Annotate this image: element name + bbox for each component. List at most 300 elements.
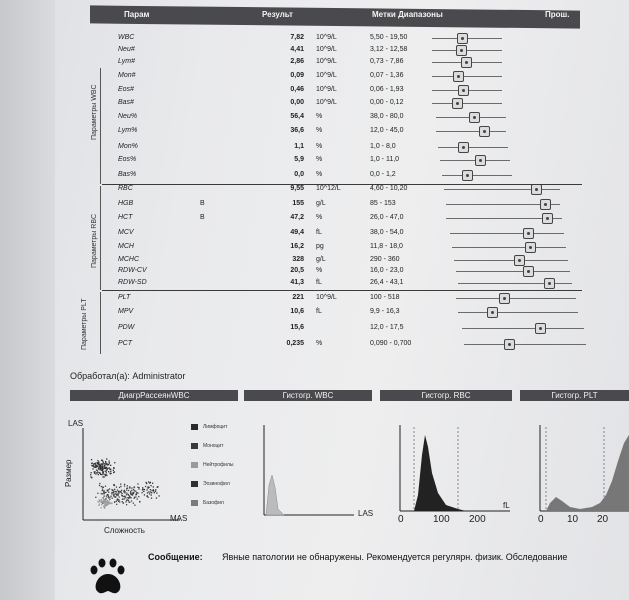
param-unit: %: [316, 156, 323, 163]
legend-label: Базофил: [203, 500, 224, 506]
scatter-point: [101, 504, 102, 505]
scatter-point: [114, 484, 115, 485]
param-name: MCH: [118, 243, 134, 250]
scatter-point: [119, 487, 120, 488]
param-name: HCT: [118, 214, 133, 221]
scatter-point: [131, 500, 132, 501]
scatter-point: [114, 462, 115, 463]
scatter-point: [136, 492, 137, 493]
scatter-point: [108, 460, 109, 461]
range-marker: [531, 184, 542, 195]
param-value: 15,6: [290, 324, 304, 331]
param-value: 328: [292, 256, 304, 263]
scatter-point: [137, 498, 138, 499]
scatter-point: [124, 485, 125, 486]
scatter-point: [94, 467, 95, 468]
message-text: Явные патологии не обнаружены. Рекомендуется регулярн. физик. Обследование: [222, 552, 568, 562]
scatter-point: [102, 490, 103, 491]
table-row: [0, 143, 629, 157]
scatter-point: [135, 491, 136, 492]
scatter-point: [101, 486, 102, 487]
scatter-point: [107, 494, 108, 495]
table-row: [0, 294, 629, 308]
param-value: 56,4: [290, 113, 304, 120]
scatter-point: [104, 495, 105, 496]
scatter-point: [99, 500, 100, 501]
param-unit: pg: [316, 243, 324, 250]
param-range: 38,0 - 54,0: [370, 229, 404, 236]
scatter-point: [155, 489, 156, 490]
param-range: 3,12 - 12,58: [370, 46, 408, 53]
scatter-point: [110, 469, 111, 470]
scatter-point: [116, 491, 117, 492]
range-marker: [540, 199, 551, 210]
param-unit: %: [316, 113, 323, 120]
scatter-point: [100, 474, 101, 475]
param-value: 47,2: [290, 214, 304, 221]
scatter-mas-label: MAS: [170, 514, 188, 523]
param-unit: %: [316, 171, 323, 178]
range-marker: [457, 33, 468, 44]
scatter-point: [95, 473, 96, 474]
param-unit: g/L: [316, 256, 326, 263]
hist-tick-label: 100: [433, 514, 450, 525]
param-value: 20,5: [290, 267, 304, 274]
scatter-point: [133, 489, 134, 490]
scatter-point: [144, 489, 145, 490]
range-scale-bar: [432, 76, 502, 77]
param-range: 0,0 - 1,2: [370, 171, 396, 178]
scatter-point: [99, 485, 100, 486]
scatter-point: [106, 501, 107, 502]
scatter-point: [157, 487, 158, 488]
param-range: 26,4 - 43,1: [370, 279, 404, 286]
range-scale-bar: [432, 103, 502, 104]
param-range: 12,0 - 45,0: [370, 127, 404, 134]
param-name: Neu%: [118, 113, 138, 120]
scatter-point: [128, 500, 129, 501]
range-scale-bar: [442, 175, 512, 176]
scatter-point: [127, 488, 128, 489]
scatter-las-label: LAS: [68, 419, 84, 428]
param-name: Lym#: [118, 58, 135, 65]
range-marker: [523, 228, 534, 239]
param-flag: В: [200, 214, 205, 221]
scatter-point: [145, 482, 146, 483]
scatter-point: [124, 496, 125, 497]
range-scale-bar: [456, 298, 576, 299]
group-label-plt: Параметры PLT: [81, 298, 88, 350]
param-value: 1,1: [294, 143, 304, 150]
legend-label: Моноцит: [203, 443, 224, 449]
table-row: [0, 340, 629, 354]
scatter-point: [150, 491, 151, 492]
param-value: 0,235: [286, 340, 304, 347]
scatter-point: [96, 472, 97, 473]
scatter-point: [129, 487, 130, 488]
param-name: MPV: [118, 308, 134, 315]
table-row: [0, 58, 629, 72]
scatter-point: [103, 490, 104, 491]
scatter-point: [110, 496, 111, 497]
range-marker: [458, 142, 469, 153]
range-scale-bar: [458, 283, 572, 284]
scatter-point: [98, 467, 99, 468]
range-marker: [462, 170, 473, 181]
scatter-point: [151, 497, 152, 498]
scatter-point: [106, 495, 107, 496]
scatter-point: [131, 490, 132, 491]
scatter-point: [108, 489, 109, 490]
scatter-point: [102, 460, 103, 461]
scatter-point: [99, 483, 100, 484]
param-name: RDW-CV: [118, 267, 147, 274]
scatter-point: [98, 463, 99, 464]
param-name: Neu#: [118, 46, 135, 53]
scatter-point: [103, 473, 104, 474]
scatter-point: [113, 467, 114, 468]
scatter-point: [116, 495, 117, 496]
scatter-point: [122, 499, 123, 500]
scatter-point: [101, 493, 102, 494]
scatter-point: [104, 507, 105, 508]
scatter-point: [116, 504, 117, 505]
scatter-point: [124, 490, 125, 491]
wbc-hist-xlabel: LAS: [358, 509, 374, 518]
scatter-point: [101, 500, 102, 501]
panel-title-wbc: Гистогр. WBC: [244, 390, 372, 401]
param-name: MCHC: [118, 256, 139, 263]
scatter-point: [102, 469, 103, 470]
range-marker: [504, 339, 515, 350]
scatter-point: [114, 491, 115, 492]
scatter-point: [91, 465, 92, 466]
legend-swatch: [191, 481, 198, 487]
param-name: Bas%: [118, 171, 137, 178]
param-range: 0,07 - 1,36: [370, 72, 404, 79]
panel-title-rbc: Гистогр. RBC: [380, 390, 512, 401]
param-range: 5,50 - 19,50: [370, 34, 408, 41]
param-value: 9,55: [290, 185, 304, 192]
scatter-point: [105, 492, 106, 493]
range-marker: [458, 85, 469, 96]
scatter-point: [105, 486, 106, 487]
param-value: 41,3: [290, 279, 304, 286]
param-flag: В: [200, 200, 205, 207]
param-range: 4,60 - 10,20: [370, 185, 408, 192]
rbc-hist-unit: fL: [503, 501, 510, 510]
scatter-point: [92, 466, 93, 467]
param-range: 0,090 - 0,700: [370, 340, 412, 347]
scatter-point: [128, 495, 129, 496]
scatter-point: [108, 471, 109, 472]
legend-swatch: [191, 424, 198, 430]
param-range: 85 - 153: [370, 200, 396, 207]
scatter-point: [109, 467, 110, 468]
scatter-point: [114, 471, 115, 472]
scatter-point: [125, 501, 126, 502]
scatter-point: [103, 500, 104, 501]
scatter-point: [100, 465, 101, 466]
param-range: 26,0 - 47,0: [370, 214, 404, 221]
range-marker: [542, 213, 553, 224]
scatter-point: [151, 490, 152, 491]
param-value: 221: [292, 294, 304, 301]
range-marker: [452, 98, 463, 109]
param-range: 0,73 - 7,86: [370, 58, 404, 65]
scatter-point: [108, 496, 109, 497]
param-range: 0,00 - 0,12: [370, 99, 404, 106]
scatter-point: [101, 463, 102, 464]
range-marker: [453, 71, 464, 82]
panel-title-scatter: ДиагрРассеянWBC: [70, 390, 238, 401]
scatter-point: [120, 483, 121, 484]
scatter-point: [107, 500, 108, 501]
range-marker: [544, 278, 555, 289]
scatter-point: [98, 505, 99, 506]
param-unit: %: [316, 143, 323, 150]
param-name: RBC: [118, 185, 133, 192]
scatter-point: [94, 473, 95, 474]
scatter-point: [102, 488, 103, 489]
scatter-point: [116, 501, 117, 502]
scatter-point: [104, 474, 105, 475]
scatter-point: [124, 498, 125, 499]
scatter-point: [91, 459, 92, 460]
scatter-point: [158, 495, 159, 496]
plt-histogram: [540, 425, 629, 515]
scatter-point: [111, 493, 112, 494]
scatter-point: [154, 492, 155, 493]
scatter-point: [98, 464, 99, 465]
param-name: PCT: [118, 340, 132, 347]
scatter-point: [130, 492, 131, 493]
scatter-point: [108, 502, 109, 503]
scatter-point: [103, 492, 104, 493]
scatter-point: [134, 498, 135, 499]
scatter-point: [149, 493, 150, 494]
scatter-point: [131, 487, 132, 488]
scatter-point: [148, 481, 149, 482]
scatter-point: [131, 494, 132, 495]
param-unit: fL: [316, 229, 322, 236]
param-name: PLT: [118, 294, 131, 301]
scatter-point: [106, 497, 107, 498]
scatter-point: [128, 490, 129, 491]
scatter-point: [142, 489, 143, 490]
scatter-point: [109, 488, 110, 489]
param-value: 36,6: [290, 127, 304, 134]
scatter-point: [108, 492, 109, 493]
param-value: 49,4: [290, 229, 304, 236]
param-value: 4,41: [290, 46, 304, 53]
scatter-point: [150, 489, 151, 490]
scatter-point: [118, 499, 119, 500]
scatter-point: [156, 492, 157, 493]
message-label: Сообщение:: [148, 552, 203, 562]
range-scale-bar: [450, 233, 564, 234]
scatter-point: [92, 468, 93, 469]
range-scale-bar: [438, 147, 508, 148]
hist-tick-label: 200: [469, 514, 486, 525]
range-marker: [487, 307, 498, 318]
param-range: 290 - 360: [370, 256, 400, 263]
scatter-point: [90, 476, 91, 477]
scatter-point: [150, 482, 151, 483]
scatter-point: [105, 468, 106, 469]
scatter-point: [96, 464, 97, 465]
scatter-point: [104, 506, 105, 507]
scatter-point: [105, 504, 106, 505]
scatter-point: [122, 502, 123, 503]
param-name: Eos%: [118, 156, 137, 163]
param-unit: 10^9/L: [316, 294, 337, 301]
scatter-point: [130, 497, 131, 498]
param-range: 16,0 - 23,0: [370, 267, 404, 274]
legend-label: Лимфоцит: [203, 424, 228, 430]
scatter-point: [146, 489, 147, 490]
range-scale-bar: [436, 131, 506, 132]
scatter-point: [142, 487, 143, 488]
legend-swatch: [191, 500, 198, 506]
param-range: 38,0 - 80,0: [370, 113, 404, 120]
scatter-point: [148, 491, 149, 492]
range-marker: [479, 126, 490, 137]
range-marker: [523, 266, 534, 277]
scatter-point: [106, 505, 107, 506]
scatter-point: [112, 490, 113, 491]
scatter-point: [151, 492, 152, 493]
header-result: Результ: [262, 10, 293, 19]
scatter-point: [106, 473, 107, 474]
table-row: [0, 156, 629, 170]
scatter-point: [107, 468, 108, 469]
scatter-point: [100, 466, 101, 467]
group-label-wbc: Параметры WBC: [91, 84, 98, 140]
scatter-point: [95, 464, 96, 465]
paw-logo-icon: [88, 558, 128, 598]
scatter-point: [97, 493, 98, 494]
param-unit: fL: [316, 279, 322, 286]
table-row: [0, 200, 629, 214]
scatter-point: [126, 493, 127, 494]
scatter-point: [155, 491, 156, 492]
table-row: [0, 185, 629, 199]
table-row: [0, 171, 629, 185]
param-value: 7,82: [290, 34, 304, 41]
param-unit: %: [316, 127, 323, 134]
param-unit: 10^9/L: [316, 72, 337, 79]
group-label-rbc: Параметры RBC: [91, 213, 98, 268]
scatter-point: [114, 489, 115, 490]
scatter-point: [124, 492, 125, 493]
scatter-point: [126, 489, 127, 490]
legend-label: Эозинофил: [203, 481, 230, 487]
scatter-point: [135, 496, 136, 497]
scatter-point: [97, 462, 98, 463]
scatter-point: [105, 498, 106, 499]
scatter-point: [139, 501, 140, 502]
scatter-point: [100, 507, 101, 508]
scatter-point: [94, 463, 95, 464]
scatter-point: [143, 491, 144, 492]
scatter-point: [117, 494, 118, 495]
wbc-histogram: [264, 425, 354, 520]
scatter-point: [110, 471, 111, 472]
param-name: RDW-SD: [118, 279, 147, 286]
header-prev: Прош.: [545, 10, 570, 19]
scatter-point: [124, 484, 125, 485]
hist-tick-label: 0: [398, 514, 404, 525]
scatter-point: [122, 501, 123, 502]
rbc-group-line: [100, 186, 101, 290]
param-value: 5,9: [294, 156, 304, 163]
table-row: [0, 324, 629, 338]
scatter-point: [110, 473, 111, 474]
scatter-point: [97, 470, 98, 471]
param-range: 0,06 - 1,93: [370, 86, 404, 93]
scatter-point: [106, 472, 107, 473]
scatter-point: [141, 492, 142, 493]
scatter-point: [126, 504, 127, 505]
param-value: 2,86: [290, 58, 304, 65]
param-unit: fL: [316, 308, 322, 315]
table-row: [0, 308, 629, 322]
param-unit: 10^9/L: [316, 58, 337, 65]
scatter-point: [98, 474, 99, 475]
param-unit: 10^9/L: [316, 46, 337, 53]
scatter-point: [129, 486, 130, 487]
scatter-point: [144, 494, 145, 495]
panel-title-plt: Гистогр. PLT: [520, 390, 629, 401]
scatter-point: [126, 500, 127, 501]
header-param: Парам: [124, 10, 150, 19]
scatter-point: [156, 497, 157, 498]
scatter-point: [153, 490, 154, 491]
param-name: HGB: [118, 200, 134, 207]
range-scale-bar: [452, 247, 566, 248]
scatter-point: [110, 465, 111, 466]
scatter-point: [128, 498, 129, 499]
range-marker: [499, 293, 510, 304]
scatter-point: [105, 461, 106, 462]
legend-swatch: [191, 462, 198, 468]
rbc-histogram: [400, 425, 510, 515]
scatter-size-label: Размер: [64, 459, 73, 487]
wbc-group-line: [100, 68, 101, 184]
param-range: 12,0 - 17,5: [370, 324, 404, 331]
scatter-point: [153, 489, 154, 490]
param-value: 0,46: [290, 86, 304, 93]
scatter-point: [153, 486, 154, 487]
scatter-point: [147, 492, 148, 493]
scatter-point: [127, 485, 128, 486]
scatter-point: [121, 490, 122, 491]
scatter-point: [138, 496, 139, 497]
scatter-point: [91, 463, 92, 464]
param-unit: g/L: [316, 200, 326, 207]
scatter-point: [133, 503, 134, 504]
param-range: 1,0 - 11,0: [370, 156, 400, 163]
param-unit: 10^12/L: [316, 185, 341, 192]
scatter-point: [121, 495, 122, 496]
scatter-point: [102, 501, 103, 502]
scatter-point: [118, 491, 119, 492]
scatter-point: [110, 503, 111, 504]
scatter-point: [123, 491, 124, 492]
param-range: 1,0 - 8,0: [370, 143, 396, 150]
scatter-point: [104, 466, 105, 467]
